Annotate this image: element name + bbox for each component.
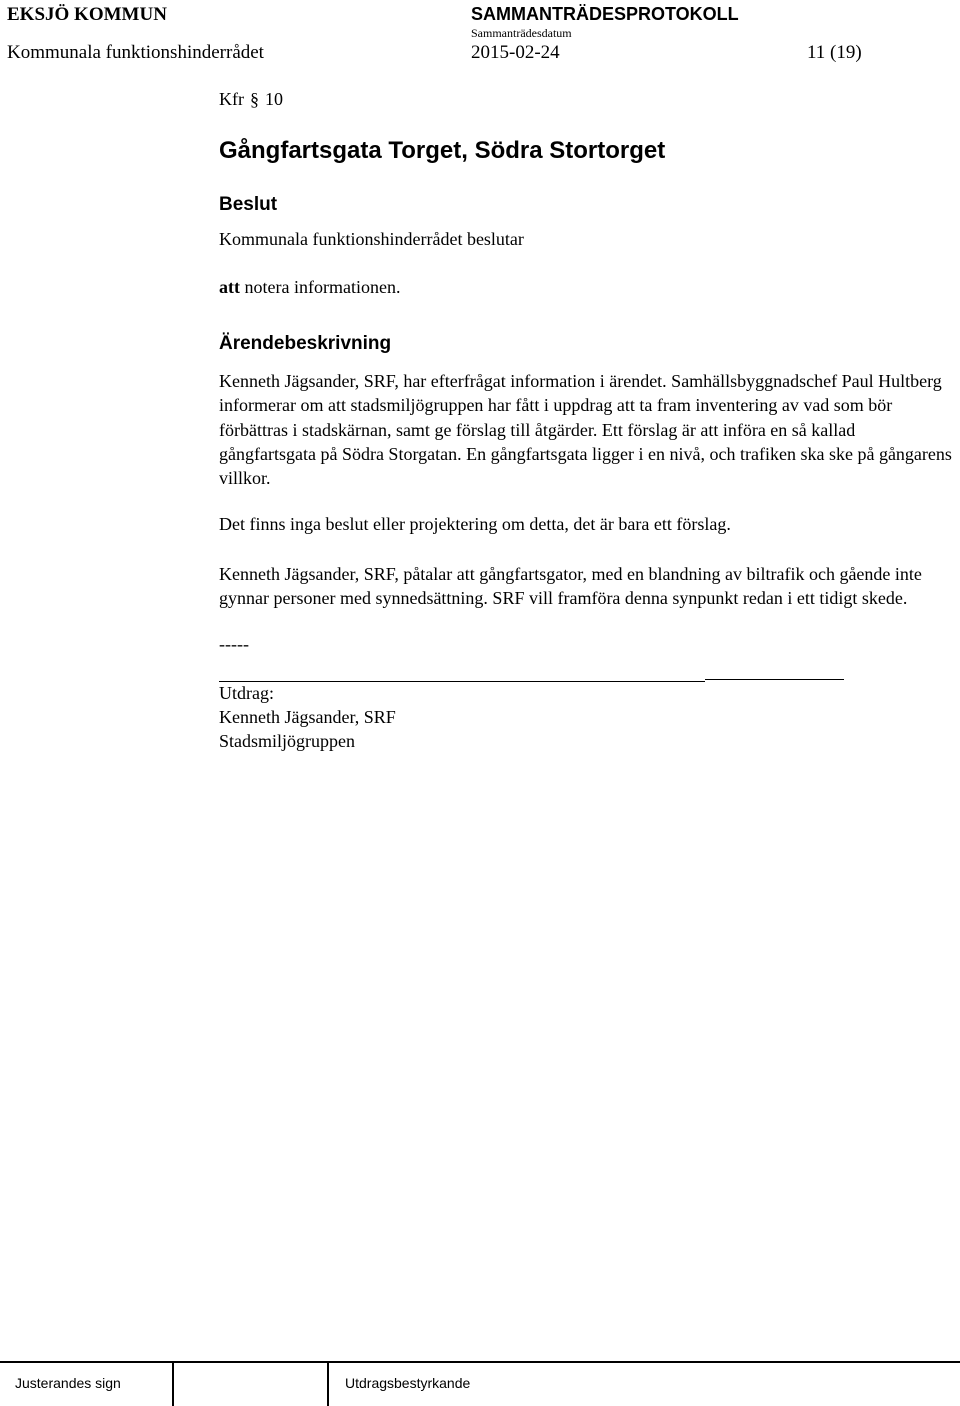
item-title: Gångfartsgata Torget, Södra Stortorget <box>219 137 666 164</box>
divider-line <box>219 681 705 682</box>
end-mark: ----- <box>219 634 249 654</box>
description-paragraph: Det finns inga beslut eller projektering om detta, det är bara ett förslag. <box>219 514 731 534</box>
description-paragraph: Kenneth Jägsander, SRF, påtalar att gångfartsgator, med en blandning av biltrafik och gående inte gynnar personer med synnedsättning. SRF vill framföra denna synpunkt redan i ett tidigt skede. <box>219 564 922 609</box>
sign-cell <box>0 1363 172 1406</box>
decision-text <box>219 277 949 298</box>
meeting-date: 2015-02-24 <box>471 42 560 63</box>
divider-line-short <box>705 679 844 680</box>
decision-intro: Kommunala funktionshinderrådet beslutar <box>219 229 524 249</box>
page-number: 11 (19) <box>807 42 862 63</box>
committee-name: Kommunala funktionshinderrådet <box>7 42 264 63</box>
meeting-date-label: Sammanträdesdatum <box>471 26 572 40</box>
decision-body: notera informationen. <box>244 277 401 297</box>
item-number: 10 <box>265 89 283 109</box>
sign-label: Justerandes sign <box>15 1375 121 1391</box>
document-type: SAMMANTRÄDESPROTOKOLL <box>471 4 739 24</box>
certify-cell <box>327 1363 960 1406</box>
municipality-name: EKSJÖ KOMMUN <box>7 4 167 25</box>
item-reference <box>219 89 949 110</box>
decision-heading: Beslut <box>219 194 278 215</box>
description-heading: Ärendebeskrivning <box>219 333 392 354</box>
sign-box <box>172 1363 329 1406</box>
decision-att: att <box>219 277 240 297</box>
item-prefix: Kfr <box>219 89 244 109</box>
description-paragraph: Kenneth Jägsander, SRF, har efterfrågat information i ärendet. Samhällsbyggnadschef Paul Hultberg informerar om att stadsmiljögruppen har fått i uppdrag att ta fram inventering av vad som bör förbättras i stadskärnan, samt ge förslag till åtgärder. Ett förslag är att införa en så kallad gångfartsgata på Södra Storgatan. En gångfartsgata ligger i en nivå, och trafiken ska ske på gångarens villkor. <box>219 371 952 489</box>
signature-footer <box>0 1361 960 1406</box>
certify-label: Utdragsbestyrkande <box>345 1375 471 1391</box>
extract-recipient: Kenneth Jägsander, SRF <box>219 707 396 727</box>
section-sign: § <box>250 89 259 109</box>
extract-recipient: Stadsmiljögruppen <box>219 731 355 751</box>
extract-label: Utdrag: <box>219 683 274 703</box>
